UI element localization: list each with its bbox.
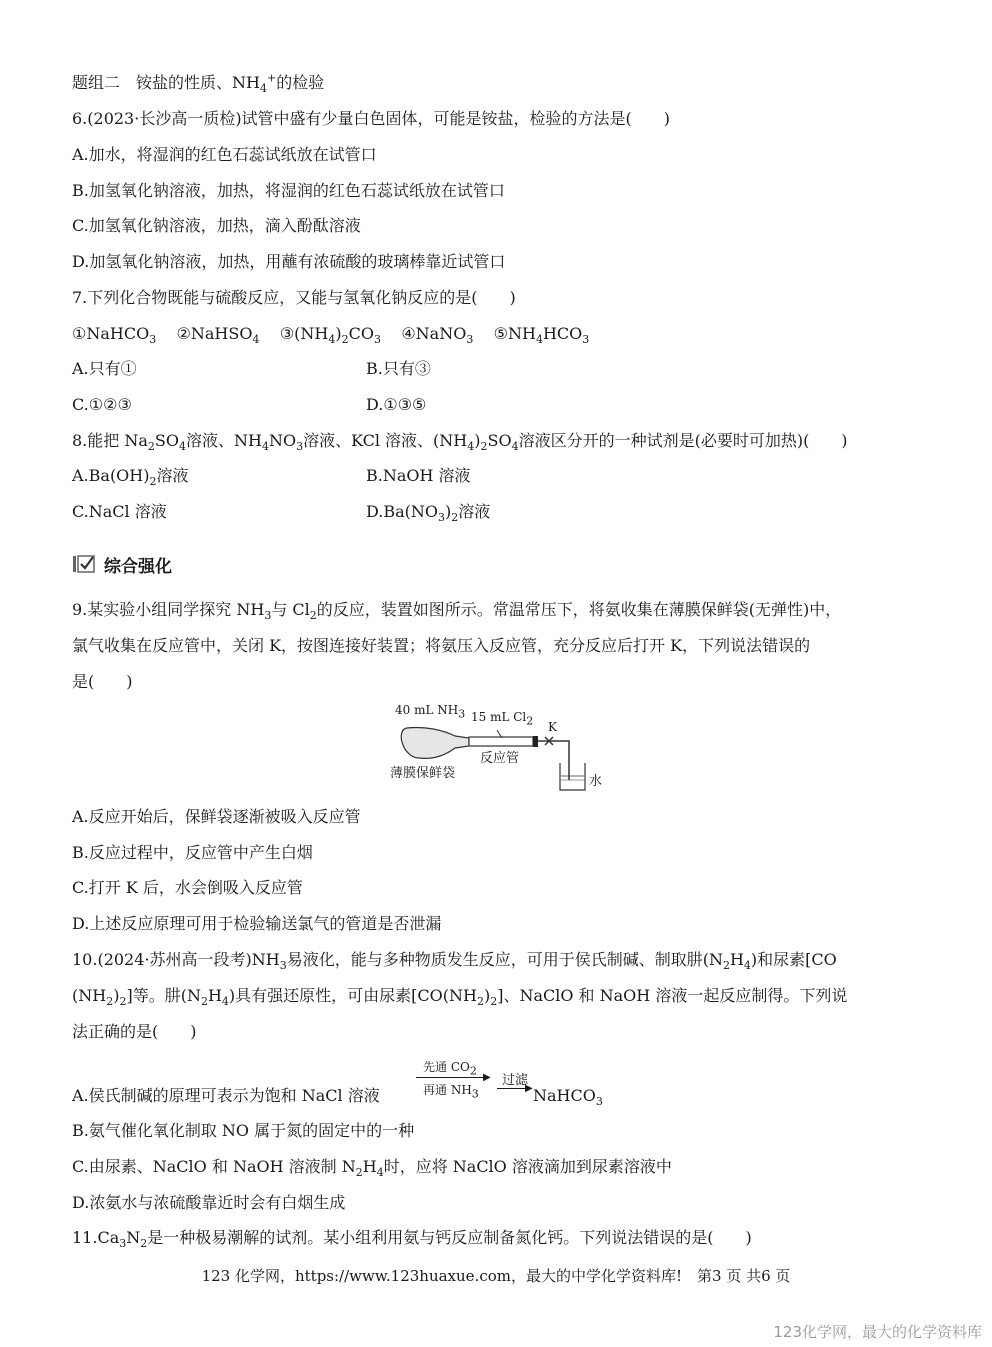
arrow1-top-label: 先通 $CO_2$ — [423, 1060, 477, 1078]
page-footer: 123 化学网，https://www.123huaxue.com，最大的中学化学资料库! 第3 页 共6 页 — [201, 1267, 791, 1285]
q9-option-c: C.打开 K 后，水会倒吸入反应管 — [72, 878, 303, 897]
q9-option-d: D.上述反应原理可用于检验输送氯气的管道是否泄漏 — [72, 914, 442, 933]
q8-stem: 8.能把 $Na_2SO_4$溶液、$NH_4NO_3$溶液、KCl 溶液、$(NH_4)_2SO_4$溶液区分开的一种试剂是(必要时可加热)( ) — [72, 431, 848, 454]
q10-option-a: A.侯氏制碱的原理可表示为饱和 NaCl 溶液 — [72, 1086, 380, 1105]
arrow2-top-label: 过滤 — [502, 1073, 529, 1088]
fig-label-tube: 反应管 — [480, 751, 520, 766]
group-heading: 题组二 铵盐的性质、$NH_4^+$的检验 — [72, 71, 325, 96]
fig-label-nh3: 40 mL $NH_3$ — [395, 703, 466, 721]
q6-stem: 6.(2023·长沙高一质检)试管中盛有少量白色固体，可能是铵盐，检验的方法是( ) — [72, 109, 671, 128]
q7-option-c: C.①②③ — [72, 395, 132, 414]
compound-1: ①NaHCO$_3$ — [72, 324, 157, 347]
q10-stem-line3: 法正确的是( ) — [72, 1022, 197, 1041]
arrow1-head-icon: ▶ — [483, 1072, 491, 1083]
q6-option-b: B.加氢氧化钠溶液，加热，将湿润的红色石蕊试纸放在试管口 — [72, 181, 505, 200]
compound-2: ②NaHSO$_4$ — [176, 324, 260, 347]
q6-option-c: C.加氢氧化钠溶液，加热，滴入酚酞溶液 — [72, 216, 361, 235]
q9-option-a: A.反应开始后，保鲜袋逐渐被吸入反应管 — [72, 807, 361, 826]
q11-stem: $11.Ca_3N_2$是一种极易潮解的试剂。某小组利用氨与钙反应制备氮化钙。下列说法错误的是( ) — [72, 1228, 752, 1251]
q9-stem-line2: 氯气收集在反应管中，关闭 K，按图连接好装置；将氨压入反应管，充分反应后打开 K，下列说法错误的 — [72, 636, 811, 655]
q10-option-c: C.由尿素、NaClO 和 NaOH 溶液制 $N_2H_4$时，应将 NaClO 溶液滴加到尿素溶液中 — [72, 1157, 672, 1180]
q9-stem-line3: 是( ) — [72, 672, 133, 691]
q10-option-b: B.氨气催化氧化制取 NO 属于氮的固定中的一种 — [72, 1121, 415, 1140]
fig-label-k: K — [548, 720, 557, 734]
q7-stem: 7.下列化合物既能与硫酸反应，又能与氢氧化钠反应的是( ) — [72, 288, 516, 307]
apparatus-figure — [385, 700, 615, 795]
q6-option-a: A.加水，将湿润的红色石蕊试纸放在试管口 — [72, 145, 377, 164]
q7-option-d: D.①③⑤ — [366, 395, 427, 414]
arrow1-bottom-label: 再通 $NH_3$ — [423, 1083, 479, 1101]
q6-option-d: D.加氢氧化钠溶液，加热，用蘸有浓硫酸的玻璃棒靠近试管口 — [72, 252, 506, 271]
fig-label-cl2: 15 mL $Cl_2$ — [471, 710, 534, 728]
q9-stem-line1: 9.某实验小组同学探究 $NH_3$与 $Cl_2$的反应，装置如图所示。常温常压下，将氨收集在薄膜保鲜袋(无弹性)中， — [72, 600, 842, 623]
q10-stem-line2: $(NH_2)_2$]等。肼$(N_2H_4)$具有强还原性，可由尿素$[CO(NH_2)_2]$、NaClO 和 NaOH 溶液一起反应制得。下列说 — [72, 986, 848, 1009]
q8-option-b: B.NaOH 溶液 — [366, 466, 471, 485]
q8-option-d: $D.Ba(NO_3)_2$溶液 — [366, 502, 491, 525]
q7-option-b: B.只有③ — [366, 359, 431, 378]
fig-label-bag: 薄膜保鲜袋 — [390, 766, 456, 781]
arrow1-line — [416, 1077, 488, 1078]
arrow2-head-icon: ▶ — [525, 1083, 533, 1094]
compound-3: $③(NH_4)_2CO_3$ — [279, 324, 381, 347]
section-title: 综合强化 — [72, 552, 172, 576]
compound-4: ④NaNO$_3$ — [401, 324, 474, 347]
q9-option-b: B.反应过程中，反应管中产生白烟 — [72, 843, 313, 862]
q8-option-c: C.NaCl 溶液 — [72, 502, 167, 521]
checklist-icon — [72, 554, 96, 574]
watermark: 123化学网，最大的化学资料库 — [773, 1323, 982, 1341]
compound-5: $⑤NH_4HCO_3$ — [493, 324, 590, 347]
q7-option-a: A.只有① — [72, 359, 137, 378]
q10-option-d: D.浓氨水与浓硫酸靠近时会有白烟生成 — [72, 1193, 346, 1212]
q7-compound-list — [72, 323, 589, 345]
fig-label-water: 水 — [589, 774, 603, 789]
q10-stem-line1: 10.(2024·苏州高一段考)$NH_3$易液化，能与多种物质发生反应，可用于侯氏制碱、制取肼$(N_2H_4)$和尿素[CO — [72, 950, 837, 973]
q8-option-a: $A.Ba(OH)_2$溶液 — [72, 466, 189, 489]
q10-option-a-product: NaHCO$_3$ — [533, 1086, 603, 1109]
